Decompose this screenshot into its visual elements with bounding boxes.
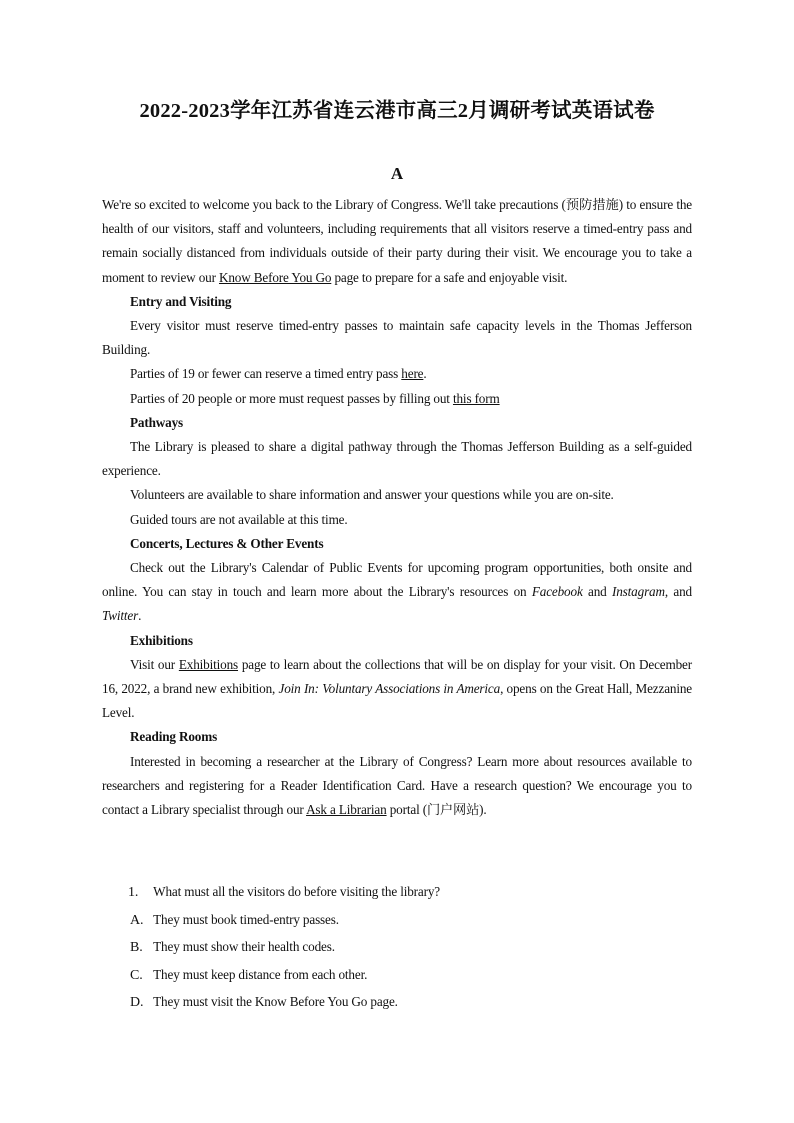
entry-paragraph-1: Every visitor must reserve timed-entry passes to maintain safe capacity levels in the Thomas Jefferson Building.	[102, 318, 692, 358]
exhibitions-text-end: , opens on the Great Hall, Mezzanine Level.	[102, 681, 692, 721]
question-stem	[128, 878, 440, 906]
option-letter: A.	[130, 912, 144, 928]
heading-exhibitions: Exhibitions	[130, 632, 193, 648]
entry-p3-text: Parties of 20 people or more must request passes by filling out	[130, 390, 453, 406]
option-letter: B.	[130, 940, 143, 956]
this-form-link[interactable]: this form	[452, 390, 500, 406]
option-letter: D.	[130, 995, 144, 1011]
section-label: A	[390, 164, 404, 183]
events-and-2: , and	[664, 584, 692, 600]
entry-p2-text: Parties of 19 or fewer can reserve a timed entry pass	[130, 366, 402, 382]
ask-a-librarian-link[interactable]: Ask a Librarian	[306, 802, 387, 818]
option-text: They must book timed-entry passes.	[153, 911, 339, 927]
reading-rooms-paragraph	[102, 750, 692, 823]
option-text: They must visit the Know Before You Go page.	[153, 994, 398, 1010]
reading-rooms-text: Interested in becoming a researcher at the Library of Congress? Learn more about resources available to researchers and registering for a Reader Identification Card. Have a research question? We encourage you to contact a Library specialist through our	[102, 753, 692, 818]
pathways-paragraph-1: The Library is pleased to share a digital pathway through the Thomas Jefferson Building as a self-guided experience.	[102, 439, 692, 479]
facebook-text: Facebook	[531, 584, 583, 600]
option-d[interactable]	[128, 988, 440, 1016]
exhibitions-link[interactable]: Exhibitions	[178, 656, 239, 672]
instagram-text: Instagram	[612, 584, 665, 600]
entry-paragraph-2	[102, 362, 692, 386]
intro-text: We're so excited to welcome you back to the Library of Congress. We'll take precautions (预防措施) to ensure the health of our visitors, staff and volunteers, including requirements that all visitors reserve a timed-entry pass and remain socially distanced from individuals outside of their party during their visit. We encourage you to take a moment to review our	[102, 197, 692, 285]
exhibitions-text-start: Visit our	[130, 656, 179, 672]
exhibitions-text-mid: page to learn about the collections that will be on display for your visit. On December 16, 2022, a brand new exhibition,	[102, 656, 692, 697]
pathways-paragraph-3: Guided tours are not available at this time.	[130, 511, 348, 527]
events-end: .	[138, 608, 142, 624]
heading-pathways: Pathways	[130, 414, 184, 430]
exam-title: 2022-2023学年江苏省连云港市高三2月调研考试英语试卷	[139, 100, 655, 122]
option-text: They must keep distance from each other.	[153, 966, 368, 982]
option-text: They must show their health codes.	[153, 939, 335, 955]
events-and-1: and	[582, 584, 612, 600]
know-before-you-go-link[interactable]: Know Before You Go	[218, 269, 332, 285]
option-c[interactable]	[128, 961, 440, 989]
option-letter: C.	[130, 967, 143, 983]
intro-text-end: page to prepare for a safe and enjoyable visit.	[331, 269, 568, 285]
exhibitions-paragraph	[102, 653, 692, 726]
entry-paragraph-3	[102, 387, 692, 411]
option-a[interactable]	[128, 906, 440, 934]
question-list	[128, 878, 440, 1016]
twitter-text: Twitter	[102, 608, 139, 624]
pathways-paragraph-2: Volunteers are available to share information and answer your questions while you are on-site.	[130, 487, 614, 503]
heading-entry-visiting: Entry and Visiting	[130, 293, 232, 309]
question-text: What must all the visitors do before visiting the library?	[153, 884, 441, 899]
exhibition-title: Join In: Voluntary Associations in America	[278, 681, 501, 697]
heading-reading-rooms: Reading Rooms	[130, 729, 218, 745]
entry-p2-end: .	[423, 366, 427, 382]
heading-events: Concerts, Lectures & Other Events	[130, 535, 324, 551]
reading-rooms-text-end: portal (门户网站).	[386, 802, 487, 818]
events-paragraph	[102, 556, 692, 629]
intro-paragraph	[102, 193, 692, 290]
here-link[interactable]: here	[401, 366, 424, 382]
option-b[interactable]	[128, 933, 440, 961]
events-text: Check out the Library's Calendar of Public Events for upcoming program opportunities, both onsite and online. You can stay in touch and learn more about the Library's resources on	[102, 560, 692, 600]
passage	[102, 193, 692, 822]
question-number: 1.	[128, 885, 139, 900]
